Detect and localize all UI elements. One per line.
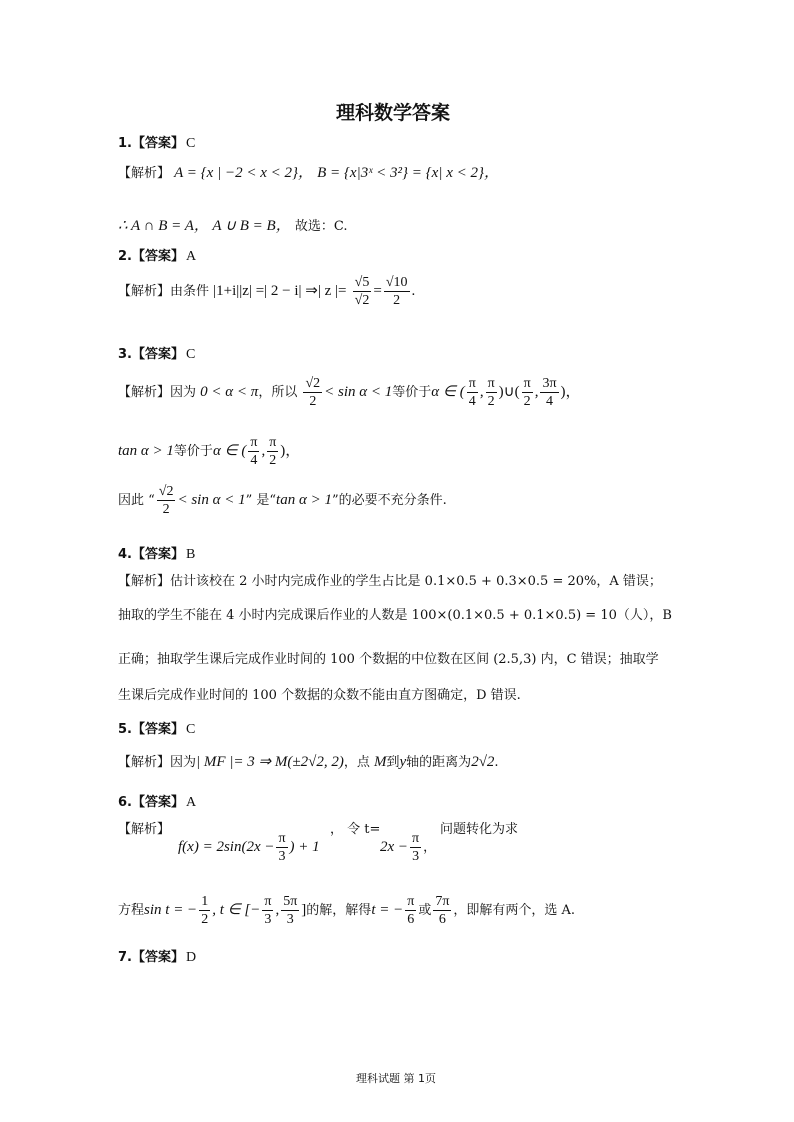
q4-line-1: 估计该校在 2 小时内完成作业的学生占比是 0.1×0.5 + 0.3×0.5 = 20%，A 错误； <box>170 574 662 589</box>
q7-number: 7. <box>118 950 132 965</box>
q3-frac-pi2: $\frac{\pi}{2}$ <box>487 376 495 409</box>
q6-solve-text: 的解，解得 <box>306 903 372 918</box>
q1-analysis <box>118 163 499 184</box>
q3-union: )∪( <box>498 384 520 400</box>
q1-choice: 故选：C. <box>294 219 348 234</box>
q3-analysis-line-2 <box>118 434 300 469</box>
answer-label: 【答案】 <box>131 795 184 810</box>
q6-equation-line <box>118 893 575 928</box>
q2-fraction-2: $\frac{√10}{2}$ <box>385 275 408 308</box>
q3-comma-b: , <box>534 384 539 400</box>
q5-because: 因为 <box>170 755 197 770</box>
q3-tan-condition-2: tan α > 1 <box>276 492 332 508</box>
q7-answer-line <box>118 946 196 966</box>
q4-analysis-line-3: 正确；抽取学生课后完成作业时间的 100 个数据的中位数在区间 (2.5,3) 内，C 错误；抽取学 <box>118 652 659 667</box>
q2-number: 2. <box>118 249 132 264</box>
q1-number: 1. <box>118 136 132 151</box>
q6-f-right: ) + 1 <box>289 839 320 855</box>
q7-answer: D <box>186 950 197 965</box>
q6-frac-pi3: $\frac{\pi}{3}$ <box>278 831 286 864</box>
q3-frac-3pi4: $\frac{3\pi}{4}$ <box>542 376 557 409</box>
analysis-label: 【解析】 <box>118 166 171 181</box>
q2-equals: = <box>373 283 382 299</box>
q4-analysis-line-1 <box>118 572 662 592</box>
q2-analysis <box>118 274 415 309</box>
q2-answer-line <box>118 245 196 265</box>
q5-y: y <box>399 754 407 770</box>
q6-substitution <box>380 830 436 865</box>
q3-sin-range-2: < sin α < 1 <box>177 492 246 508</box>
q5-expr: | MF |= 3 ⇒ M(±2√2, 2) <box>196 754 344 770</box>
q6-t-in: , t ∈ [− <box>212 902 261 918</box>
q6-or: 或 <box>418 903 432 918</box>
q3-tan-condition: tan α > 1 <box>118 443 174 459</box>
answer-label: 【答案】 <box>131 950 184 965</box>
q6-frac-pi3-b: $\frac{\pi}{3}$ <box>412 831 420 864</box>
q6-frac-half: $\frac{1}{2}$ <box>201 894 209 927</box>
q3-analysis-line-3 <box>118 483 447 518</box>
q1-answer: C <box>186 136 196 151</box>
analysis-label: 【解析】 <box>118 755 171 770</box>
q6-rest: 问题转化为求 <box>440 822 519 837</box>
q5-answer-line <box>118 718 195 738</box>
q3-comma-2: , <box>261 443 266 459</box>
q6-equation-text: 方程 <box>118 903 145 918</box>
q1-set-a: A = {x | −2 < x < 2}， <box>174 165 313 181</box>
q5-distance-text: 轴的距离为 <box>406 755 472 770</box>
q6-end: ，即解有两个，选 A. <box>453 903 576 918</box>
q3-answer: C <box>186 347 196 362</box>
q6-frac-7pi6: $\frac{7\pi}{6}$ <box>435 894 450 927</box>
q5-analysis <box>118 752 499 773</box>
q4-answer-line <box>118 543 195 563</box>
answer-label: 【答案】 <box>131 347 184 362</box>
q5-to: 到 <box>386 755 400 770</box>
q2-fraction-1: $\frac{√5}{√2}$ <box>354 275 370 308</box>
q6-frac-5pi3: $\frac{5\pi}{3}$ <box>283 894 298 927</box>
q3-interval-start: α ∈ ( <box>431 384 465 400</box>
q3-frac-pi4: $\frac{\pi}{4}$ <box>468 376 476 409</box>
analysis-label: 【解析】 <box>118 284 171 299</box>
q2-text: 由条件 <box>170 284 210 299</box>
q3-comma: , <box>479 384 484 400</box>
q3-conclusion: ”的必要不充分条件. <box>331 493 447 508</box>
q3-text-so: ，所以 <box>258 385 298 400</box>
answer-label: 【答案】 <box>131 249 184 264</box>
q5-m: M <box>373 754 387 770</box>
q6-sin-t: sin t = − <box>144 902 198 918</box>
q3-fraction-sqrt2-2: $\frac{√2}{2}$ <box>158 484 174 517</box>
q3-sin-range: < sin α < 1 <box>324 384 393 400</box>
q2-end: . <box>411 283 416 299</box>
q3-frac-pi2-2: $\frac{\pi}{2}$ <box>269 435 277 468</box>
q3-frac-pi2-b: $\frac{\pi}{2}$ <box>523 376 531 409</box>
q3-equiv-text-2: 等价于 <box>173 444 213 459</box>
q3-analysis-line-1 <box>118 375 581 410</box>
analysis-label: 【解析】 <box>118 574 171 589</box>
q3-interval2-start: α ∈ ( <box>212 443 247 459</box>
q6-answer-line <box>118 791 196 811</box>
q3-frac-pi4-2: $\frac{\pi}{4}$ <box>250 435 258 468</box>
q2-answer: A <box>186 249 197 264</box>
page-title: 理科数学答案 <box>336 102 451 124</box>
q6-analysis-label: 【解析】 <box>118 822 171 837</box>
q1-answer-line <box>118 132 195 152</box>
answer-label: 【答案】 <box>131 547 184 562</box>
answer-label: 【答案】 <box>131 136 184 151</box>
q5-end: . <box>494 755 499 770</box>
q6-comma: ， <box>423 840 437 855</box>
q1-conclusion-line <box>118 216 348 237</box>
q6-t-eq: t = − <box>371 902 404 918</box>
q6-function <box>178 830 320 865</box>
q6-t-left: 2x − <box>380 839 409 855</box>
q6-number: 6. <box>118 795 132 810</box>
q5-answer: C <box>186 722 196 737</box>
q6-frac-pi6: $\frac{\pi}{6}$ <box>407 894 415 927</box>
q1-set-b: B = {x|3ˣ < 3²} = {x| x < 2}， <box>317 165 499 181</box>
q3-interval-end: )， <box>560 384 581 400</box>
q3-fraction-sqrt2: $\frac{√2}{2}$ <box>305 376 321 409</box>
q5-distance: 2√2 <box>471 754 495 770</box>
q6-bracket: ] <box>301 902 307 918</box>
q5-number: 5. <box>118 722 132 737</box>
q4-number: 4. <box>118 547 132 562</box>
q1-conclusion: ∴ A ∩ B = A， A ∪ B = B， <box>118 218 291 234</box>
q2-expr: |1+i||z| =| 2 − i| ⇒| z |= <box>213 283 347 299</box>
q4-answer: B <box>186 547 196 562</box>
answer-label: 【答案】 <box>131 722 184 737</box>
q4-analysis-line-2: 抽取的学生不能在 4 小时内完成课后作业的人数是 100×(0.1×0.5 + 0.1×0.5) = 10（人），B <box>118 608 672 623</box>
analysis-label: 【解析】 <box>118 385 171 400</box>
q3-equiv-text: 等价于 <box>392 385 432 400</box>
q3-text-because: 因为 <box>170 385 197 400</box>
q3-answer-line <box>118 343 195 363</box>
q5-point: ，点 <box>343 755 370 770</box>
page-footer: 理科试题 第 1页 <box>356 1072 436 1085</box>
q3-number: 3. <box>118 347 132 362</box>
q3-therefore: 因此 “ <box>118 493 155 508</box>
q6-let: ， 令 t= <box>330 822 381 837</box>
q4-analysis-line-4: 生课后完成作业时间的 100 个数据的众数不能由直方图确定，D 错误. <box>118 688 521 703</box>
q6-answer: A <box>186 795 197 810</box>
q6-f-left: f(x) = 2sin(2x − <box>178 839 275 855</box>
q6-frac-pi3-c: $\frac{\pi}{3}$ <box>264 894 272 927</box>
q3-is-text: ” 是“ <box>245 493 277 508</box>
q6-comma-2: , <box>275 902 280 918</box>
q3-interval2-end: )， <box>280 443 301 459</box>
q3-range: 0 < α < π <box>200 384 259 400</box>
